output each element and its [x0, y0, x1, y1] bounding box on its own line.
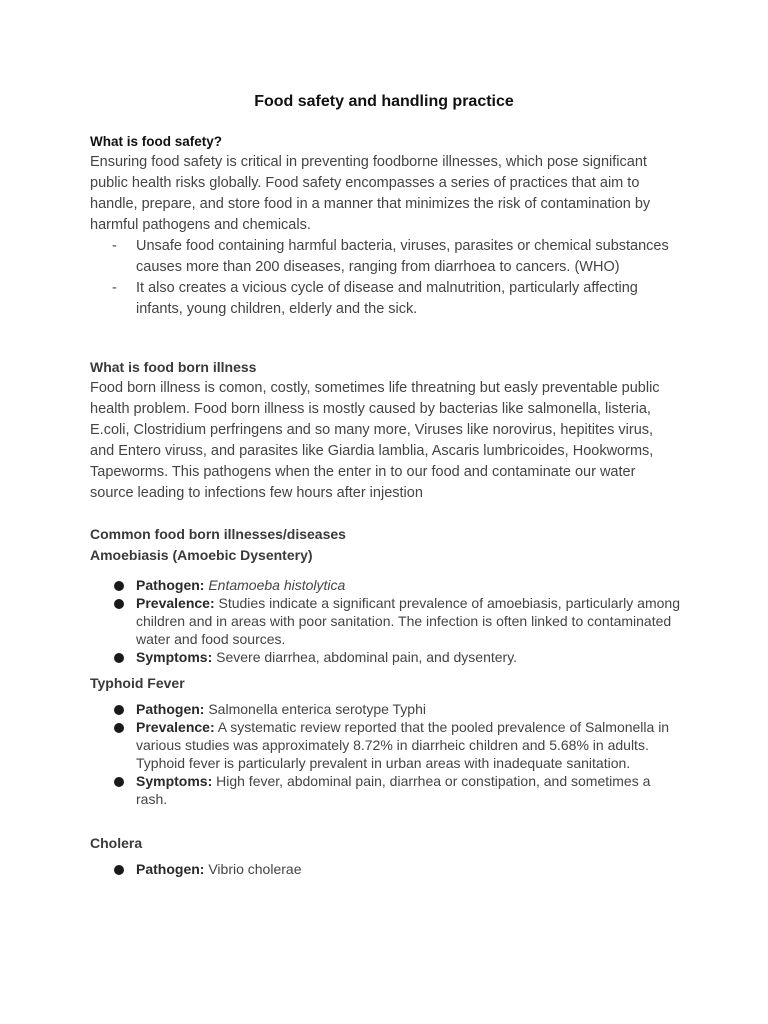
- symptoms-label: Symptoms:: [136, 773, 213, 789]
- food-safety-paragraph: Ensuring food safety is critical in preventing foodborne illnesses, which pose significant public health risks globally. Food safety encompasses a series of practices that aim to handle, prepare, and store food in a manner that minimizes the risk of contamination by harmful pathogens and chemicals.: [90, 154, 651, 233]
- list-item: [90, 648, 680, 666]
- common-illnesses-heading: Common food born illnesses/diseases: [90, 526, 346, 542]
- food-safety-section: [90, 134, 680, 320]
- list-item: [90, 700, 680, 718]
- bullet-icon: [114, 599, 124, 609]
- bullet-icon: [114, 581, 124, 591]
- list-item: [90, 594, 680, 648]
- pathogen-value: Vibrio cholerae: [208, 861, 302, 877]
- list-item-text: Unsafe food containing harmful bacteria, viruses, parasites or chemical substances causes more than 200 diseases, ranging from diarrhoea to cancers. (WHO): [136, 238, 669, 275]
- bullet-icon: [114, 865, 124, 875]
- list-item: [90, 236, 680, 278]
- bullet-icon: [114, 705, 124, 715]
- dash-marker: -: [112, 280, 117, 296]
- list-item: [90, 718, 680, 772]
- list-item-text: It also creates a vicious cycle of disease and malnutrition, particularly affecting infants, young children, elderly and the sick.: [136, 280, 638, 317]
- symptoms-label: Symptoms:: [136, 649, 213, 665]
- pathogen-value: Entamoeba histolytica: [208, 577, 346, 593]
- prevalence-value: A systematic review reported that the pooled prevalence of Salmonella in various studies was approximately 8.72% in diarrheic children and 5.68% in adults. Typhoid fever is particularly prevalent in urban areas with inadequate sanitation.: [136, 719, 670, 771]
- cholera-section: [90, 833, 680, 878]
- food-safety-heading: What is food safety?: [90, 134, 223, 149]
- cholera-list: [90, 860, 680, 878]
- common-illnesses-section: [90, 524, 680, 666]
- page-title: Food safety and handling practice: [254, 93, 514, 110]
- symptoms-value: High fever, abdominal pain, diarrhea or constipation, and sometimes a rash.: [136, 773, 651, 807]
- prevalence-value: Studies indicate a significant prevalence of amoebiasis, particularly among children and in areas with poor sanitation. The infection is often linked to contaminated water and food sources.: [136, 595, 680, 647]
- prevalence-label: Prevalence:: [136, 719, 215, 735]
- pathogen-label: Pathogen:: [136, 701, 205, 717]
- list-item: [90, 772, 680, 808]
- food-born-illness-section: [90, 357, 680, 504]
- list-item: [90, 576, 680, 594]
- pathogen-label: Pathogen:: [136, 861, 205, 877]
- amoebiasis-list: [90, 576, 680, 666]
- dash-marker: -: [112, 238, 117, 254]
- typhoid-section: [90, 673, 680, 808]
- typhoid-list: [90, 700, 680, 808]
- symptoms-value: Severe diarrhea, abdominal pain, and dysentery.: [216, 649, 518, 665]
- bullet-icon: [114, 723, 124, 733]
- bullet-icon: [114, 653, 124, 663]
- pathogen-value: Salmonella enterica serotype Typhi: [208, 701, 426, 717]
- food-born-illness-paragraph: Food born illness is comon, costly, sometimes life threatning but easly preventable public health problem. Food born illness is mostly caused by bacterias like salmonella, listeria, E.coli, Clostridium perfringens and so many more, Viruses like norovirus, hepitites virus, and Entero viruss, and parasites like Giardia lamblia, Ascaris lumbricoides, Hookworms, Tapeworms. This pathogens when the enter in to our food and contaminate our water source leading to infections few hours after injestion: [90, 380, 660, 501]
- food-safety-list: [90, 236, 680, 320]
- amoebiasis-title: Amoebiasis (Amoebic Dysentery): [90, 547, 313, 563]
- prevalence-label: Prevalence:: [136, 595, 215, 611]
- typhoid-title: Typhoid Fever: [90, 675, 185, 691]
- pathogen-label: Pathogen:: [136, 577, 205, 593]
- list-item: [90, 278, 680, 320]
- bullet-icon: [114, 777, 124, 787]
- list-item: [90, 860, 680, 878]
- cholera-title: Cholera: [90, 835, 143, 851]
- food-born-illness-heading: What is food born illness: [90, 359, 257, 375]
